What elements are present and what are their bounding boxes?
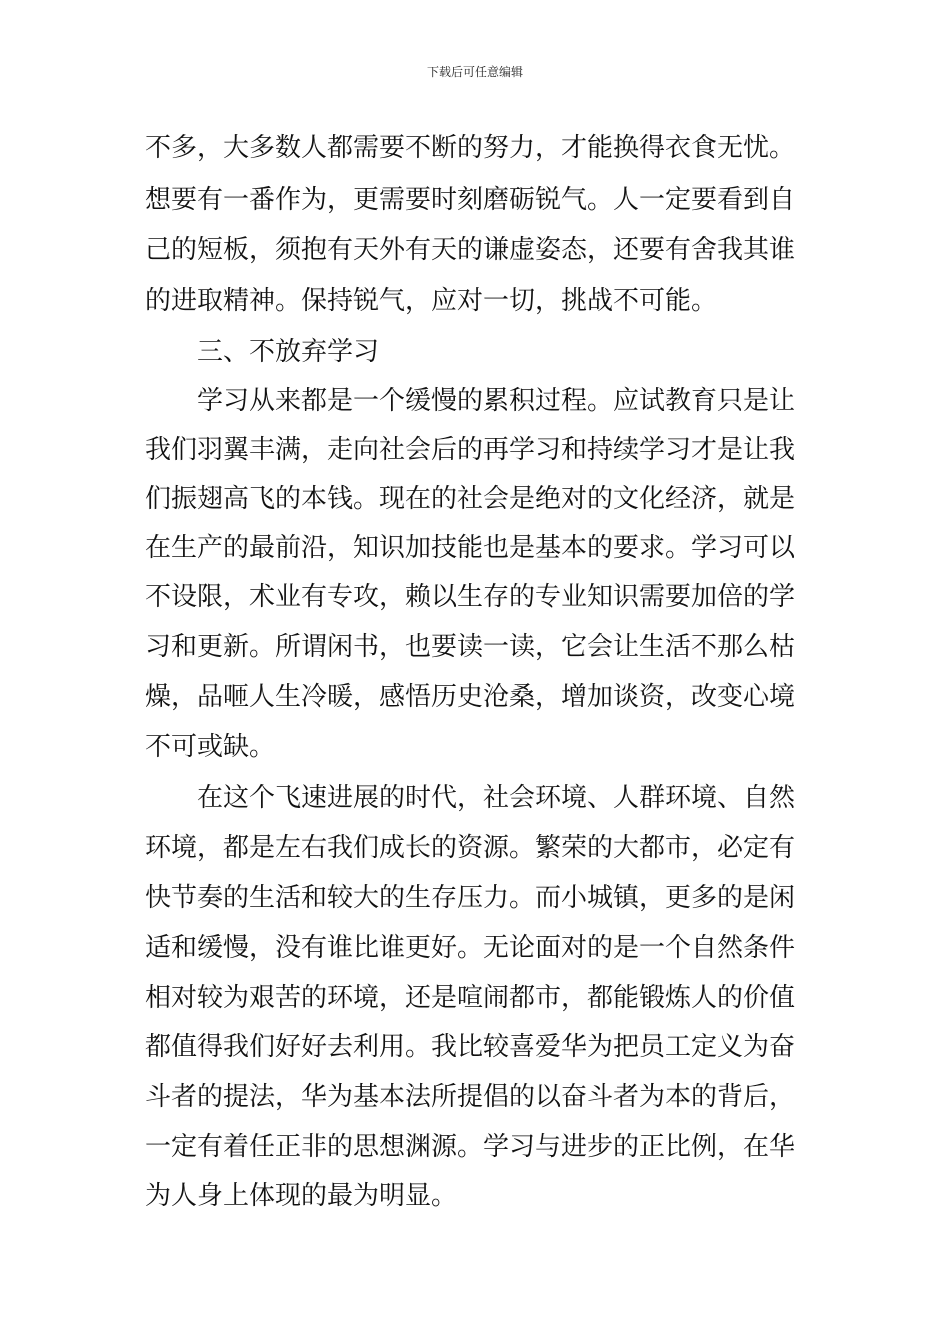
text-line: 己的短板，须抱有天外有天的谦虚姿态，还要有舍我其谁 [145, 235, 796, 265]
text-line: 一定有着任正非的思想渊源。学习与进步的正比例，在华 [145, 1132, 796, 1162]
text-line: 都值得我们好好去利用。我比较喜爱华为把员工定义为奋 [145, 1032, 796, 1062]
text-line: 不设限，术业有专攻，赖以生存的专业知识需要加倍的学 [145, 582, 796, 612]
section-heading: 三、不放弃学习 [197, 337, 380, 367]
text-line: 不可或缺。 [145, 732, 276, 762]
text-line: 们振翅高飞的本钱。现在的社会是绝对的文化经济，就是 [145, 484, 796, 514]
text-line: 在这个飞速进展的时代，社会环境、人群环境、自然 [197, 783, 796, 813]
page-header: 下载后可任意编辑 [426, 65, 523, 79]
text-line: 斗者的提法，华为基本法所提倡的以奋斗者为本的背后， [145, 1082, 796, 1112]
text-line: 学习从来都是一个缓慢的累积过程。应试教育只是让 [197, 386, 796, 416]
text-line: 的进取精神。保持锐气，应对一切，挑战不可能。 [145, 286, 718, 316]
text-line: 相对较为艰苦的环境，还是喧闹都市，都能锻炼人的价值 [145, 983, 796, 1013]
text-line: 在生产的最前沿，知识加技能也是基本的要求。学习可以 [145, 533, 796, 563]
text-line: 适和缓慢，没有谁比谁更好。无论面对的是一个自然条件 [145, 933, 796, 963]
text-line: 我们羽翼丰满，走向社会后的再学习和持续学习才是让我 [145, 435, 796, 465]
text-line: 不多，大多数人都需要不断的努力，才能换得衣食无忧。 [145, 133, 796, 163]
text-line: 想要有一番作为，更需要时刻磨砺锐气。人一定要看到自 [145, 185, 796, 215]
text-line: 习和更新。所谓闲书，也要读一读，它会让生活不那么枯 [145, 632, 796, 662]
text-line: 快节奏的生活和较大的生存压力。而小城镇，更多的是闲 [145, 883, 796, 913]
text-line: 燥，品咂人生冷暖，感悟历史沧桑，增加谈资，改变心境 [145, 682, 796, 712]
text-line: 为人身上体现的最为明显。 [145, 1181, 458, 1211]
text-line: 环境，都是左右我们成长的资源。繁荣的大都市，必定有 [145, 833, 796, 863]
